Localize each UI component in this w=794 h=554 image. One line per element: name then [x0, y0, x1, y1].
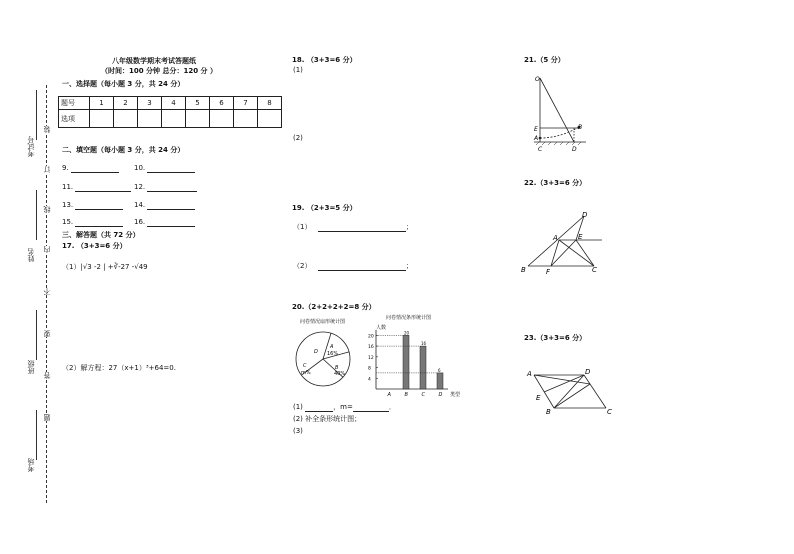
q22-label-B: B [521, 266, 526, 274]
q21-label-B: B [578, 124, 583, 131]
margin-char: 要 [43, 330, 51, 337]
q20-line3: (3) [293, 427, 303, 435]
question-number: 1 [90, 97, 114, 110]
answer-blank[interactable] [147, 164, 195, 173]
pie-label-B: B [335, 365, 339, 371]
pie-label-A: A [330, 344, 334, 350]
q22-figure [516, 208, 608, 280]
bar-chart [362, 320, 470, 400]
q23-figure [522, 364, 618, 420]
pie-label-D: D [314, 349, 318, 355]
answer-blank[interactable] [147, 183, 197, 192]
page-subtitle: （时间：100 分钟 总分：120 分 ） [101, 67, 217, 75]
q22-label-C: C [592, 266, 597, 274]
answer-cell[interactable] [186, 110, 210, 128]
answer-cell[interactable] [258, 110, 282, 128]
q17-part1: （1）|√3 -2 | +∛-27 -√49 [62, 263, 148, 271]
q23-label-D: D [585, 368, 591, 376]
answer-cell[interactable] [114, 110, 138, 128]
bar-ylabel: 人数 [376, 325, 387, 331]
bar-value-label: 20 [404, 330, 410, 336]
kaochang-line [36, 410, 37, 460]
q21-label-D: D [572, 146, 577, 153]
q18-part2: (2) [293, 134, 303, 142]
answer-cell[interactable] [90, 110, 114, 128]
answer-blank[interactable] [147, 201, 195, 210]
bar [403, 335, 409, 389]
bar-value-label: 6 [438, 367, 441, 373]
margin-char: 内 [43, 246, 51, 253]
margin-char: 装 [43, 126, 51, 133]
q17-part2: （2）解方程：27（x+1）³+64=0. [62, 364, 176, 372]
bar [437, 373, 443, 389]
q22-label-E: E [578, 233, 583, 241]
x-tick-label: C [421, 392, 425, 398]
answer-cell[interactable] [234, 110, 258, 128]
q23-title: 23.（3+3=6 分） [524, 334, 587, 342]
q18-part1: (1) [293, 66, 303, 74]
question-number: 8 [258, 97, 282, 110]
q19-title: 19. （2+3=5 分） [292, 204, 357, 212]
pie-chart [292, 322, 354, 388]
fill-item-15: 15. [62, 218, 123, 227]
q23-label-B: B [546, 408, 551, 416]
q21-label-E: E [534, 126, 538, 133]
margin-char: 题 [43, 414, 51, 421]
section3-title: 三、解答题（共 72 分） [62, 231, 140, 239]
answer-cell[interactable] [162, 110, 186, 128]
y-tick-label: 16 [368, 345, 374, 351]
q19-part2: （2） ； [293, 262, 413, 270]
answer-blank[interactable] [75, 201, 123, 210]
kaochang-label: 考场 [27, 458, 35, 472]
y-tick-label: 20 [368, 334, 374, 340]
fill-item-12: 12. [134, 183, 197, 192]
section2-title: 二、填空题（每小题 3 分，共 24 分） [62, 146, 185, 154]
page-title: 八年级数学期末考试答题纸 [112, 57, 196, 65]
question-number: 7 [234, 97, 258, 110]
answer-blank[interactable] [71, 164, 119, 173]
q21-figure [526, 70, 594, 154]
question-number: 5 [186, 97, 210, 110]
xingming-label: 姓名 [27, 248, 35, 262]
answer-blank[interactable] [305, 403, 333, 412]
question-number: 6 [210, 97, 234, 110]
q22-label-A: A [553, 234, 558, 242]
answer-cell[interactable] [138, 110, 162, 128]
x-tick-label: A [387, 392, 391, 398]
bar-value-label: 16 [421, 341, 427, 347]
margin-char: 订 [43, 166, 51, 173]
answer-blank[interactable] [75, 218, 123, 227]
fill-item-9: 9. [62, 164, 119, 173]
question-number: 3 [138, 97, 162, 110]
bar-xlabel: 类型 [450, 392, 461, 398]
xingming-line [36, 190, 37, 240]
answer-cell[interactable] [210, 110, 234, 128]
q22-label-F: F [546, 268, 551, 276]
bar-chart-title: 问卷情况条形统计图 [386, 315, 432, 321]
x-tick-label: B [404, 392, 408, 398]
answer-table [58, 96, 282, 128]
margin-char: 线 [43, 206, 51, 213]
table-row-label: 选项 [59, 110, 90, 128]
q23-label-E: E [536, 394, 541, 402]
pie-pct-A: 16% [327, 351, 339, 357]
q21-label-A: A [534, 135, 539, 142]
kaoshihao-label: 考试号 [27, 136, 35, 157]
q18-title: 18. （3+3=6 分） [292, 56, 357, 64]
banji-label: 班级 [27, 360, 35, 374]
bar [420, 346, 426, 389]
fill-item-11: 11. [62, 183, 131, 192]
q21-label-C: C [538, 146, 543, 153]
q20-line2: (2) 补全条形统计图； [293, 415, 362, 423]
q23-label-C: C [607, 408, 612, 416]
fill-item-10: 10. [134, 164, 195, 173]
q22-label-D: D [582, 211, 588, 219]
question-number: 4 [162, 97, 186, 110]
q21-label-O: O [535, 76, 540, 83]
y-tick-label: 4 [368, 377, 371, 383]
fill-item-14: 14. [134, 201, 195, 210]
margin-char: 不 [43, 288, 51, 295]
pie-chart-title: 问卷情况扇形统计图 [300, 319, 346, 325]
y-tick-label: 8 [368, 366, 371, 372]
y-tick-label: 12 [368, 355, 374, 361]
q21-title: 21.（5 分） [524, 56, 565, 64]
answer-blank[interactable] [147, 218, 195, 227]
section1-title: 一、选择题（每小题 3 分，共 24 分） [62, 80, 185, 88]
banji-line [36, 310, 37, 360]
q19-part1: （1） ； [293, 223, 413, 231]
q20-line1: (1) ，m= ． [293, 403, 396, 411]
answer-blank[interactable] [75, 183, 131, 192]
answer-blank[interactable] [318, 262, 406, 271]
q22-title: 22.（3+3=6 分） [524, 179, 587, 187]
kaoshihao-line [36, 90, 37, 140]
table-header-label: 题号 [59, 97, 90, 110]
fill-item-16: 16. [134, 218, 195, 227]
fill-item-13: 13. [62, 201, 123, 210]
q23-label-A: A [527, 370, 532, 378]
question-number: 2 [114, 97, 138, 110]
q17-expression: |√3 -2 | +∛-27 -√49 [80, 263, 148, 271]
pie-label-C: C [303, 363, 307, 369]
q20-title: 20.（2+2+2+2=8 分） [292, 303, 376, 311]
x-tick-label: D [438, 392, 443, 398]
pie-pct-C: m% [301, 370, 311, 376]
margin-char: 答 [43, 372, 51, 379]
q17-title: 17. （3+3=6 分） [62, 242, 127, 250]
pie-pct-B: 40% [334, 371, 346, 377]
answer-blank[interactable] [318, 223, 406, 232]
answer-blank[interactable] [353, 403, 389, 412]
